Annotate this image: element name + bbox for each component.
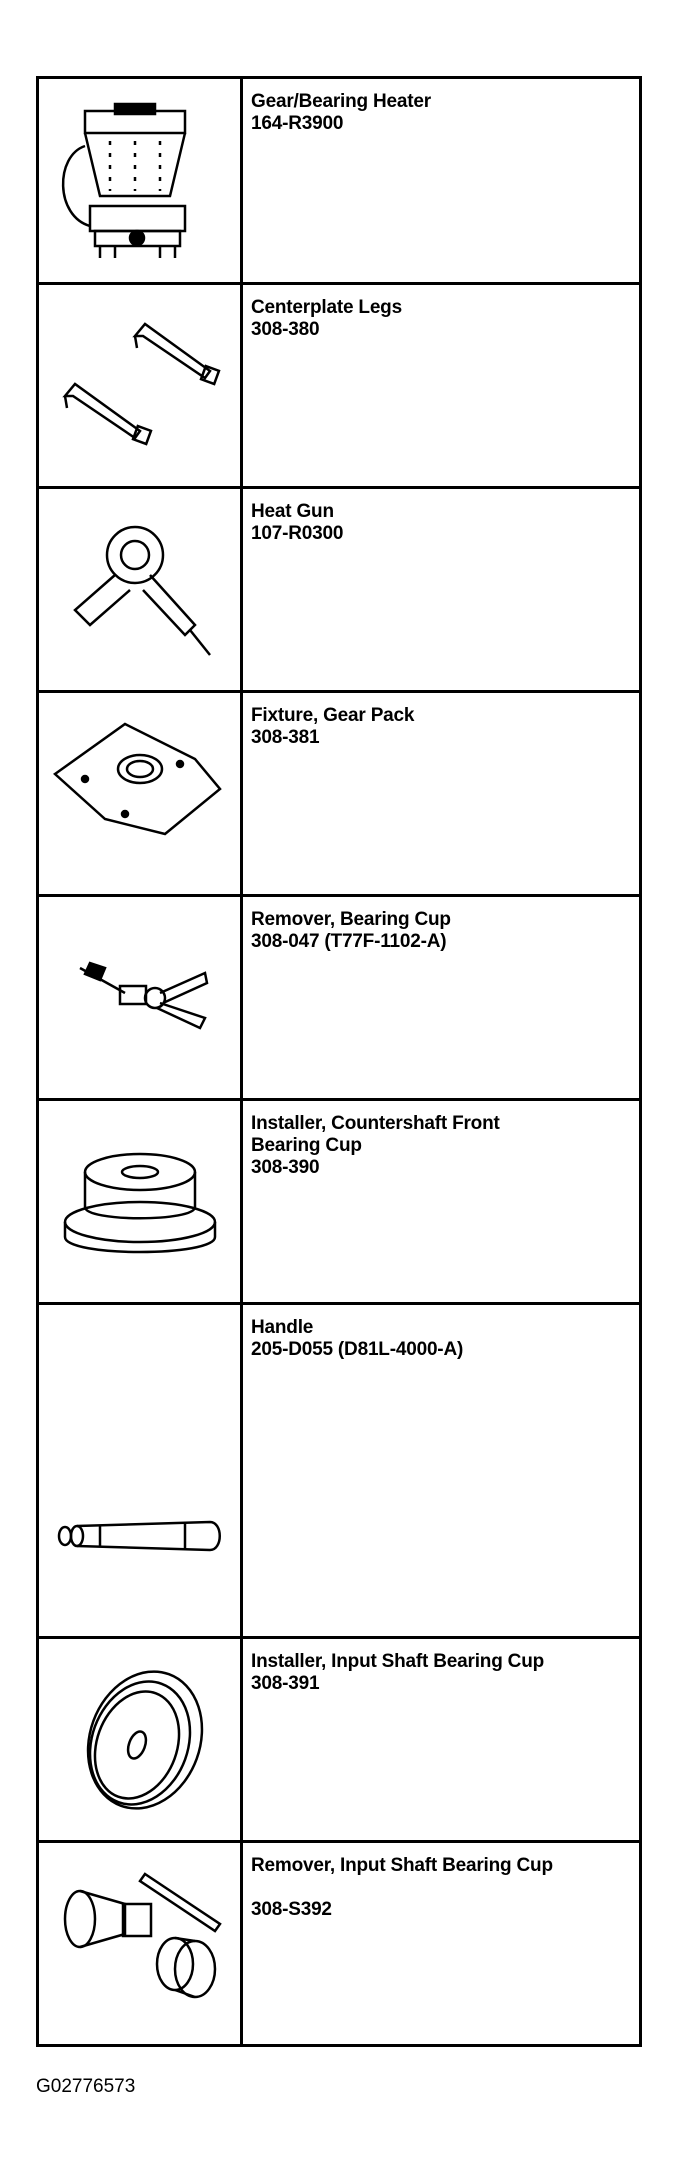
tool-description: [243, 1843, 639, 2044]
tool-illustration: [39, 1639, 243, 1840]
tool-description: [243, 693, 639, 894]
tool-illustration: [39, 1305, 243, 1636]
input-shaft-bearing-cup-installer-icon: [45, 1645, 235, 1835]
special-tools-table: [36, 76, 642, 2047]
gear-pack-fixture-icon: [45, 704, 235, 884]
table-row: [39, 486, 639, 690]
tool-illustration: [39, 897, 243, 1098]
tool-name: Gear/Bearing Heater: [251, 91, 431, 112]
tool-name: Centerplate Legs: [251, 297, 402, 318]
tool-description: [243, 1639, 639, 1840]
tool-illustration: [39, 79, 243, 282]
table-row: [39, 1636, 639, 1840]
tool-illustration: [39, 1101, 243, 1302]
tool-description: [243, 1305, 639, 1636]
tool-illustration: [39, 489, 243, 690]
table-row: [39, 282, 639, 486]
bearing-cup-remover-icon: [45, 908, 235, 1088]
tool-part-number: 308-391: [251, 1673, 320, 1694]
tool-description: [243, 1101, 639, 1302]
tool-part-number: 205-D055 (D81L-4000-A): [251, 1339, 464, 1360]
tool-part-number: 308-047 (T77F-1102-A): [251, 931, 447, 952]
tool-part-number: 308-390: [251, 1157, 320, 1178]
heat-gun-icon: [45, 495, 235, 685]
tool-name: Installer, Input Shaft Bearing Cup: [251, 1651, 545, 1672]
tool-part-number: 308-381: [251, 727, 320, 748]
centerplate-legs-icon: [45, 296, 235, 476]
table-row: [39, 894, 639, 1098]
tool-name: Fixture, Gear Pack: [251, 705, 415, 726]
tool-illustration: [39, 693, 243, 894]
table-row: [39, 1302, 639, 1636]
handle-icon: [45, 1506, 235, 1566]
tool-part-number: 308-380: [251, 319, 320, 340]
countershaft-bearing-cup-installer-icon: [45, 1112, 235, 1292]
tool-name: Heat Gun: [251, 501, 334, 522]
tool-part-number: 107-R0300: [251, 523, 344, 544]
table-row: [39, 690, 639, 894]
tool-description: [243, 285, 639, 486]
table-row: [39, 79, 639, 282]
input-shaft-bearing-cup-remover-icon: [45, 1849, 235, 2039]
tool-illustration: [39, 1843, 243, 2044]
tool-name: Remover, Bearing Cup: [251, 909, 451, 930]
gear-bearing-heater-icon: [45, 86, 235, 276]
table-row: [39, 1840, 639, 2044]
tool-part-number: 164-R3900: [251, 113, 344, 134]
figure-id: G02776573: [36, 2076, 136, 2097]
table-row: [39, 1098, 639, 1302]
tool-description: [243, 897, 639, 1098]
tool-part-number: 308-S392: [251, 1899, 332, 1920]
tool-description: [243, 79, 639, 282]
tool-name: Installer, Countershaft Front Bearing Cup: [251, 1113, 500, 1156]
tool-description: [243, 489, 639, 690]
tool-illustration: [39, 285, 243, 486]
tool-name: Remover, Input Shaft Bearing Cup: [251, 1855, 553, 1876]
tool-name: Handle: [251, 1317, 314, 1338]
